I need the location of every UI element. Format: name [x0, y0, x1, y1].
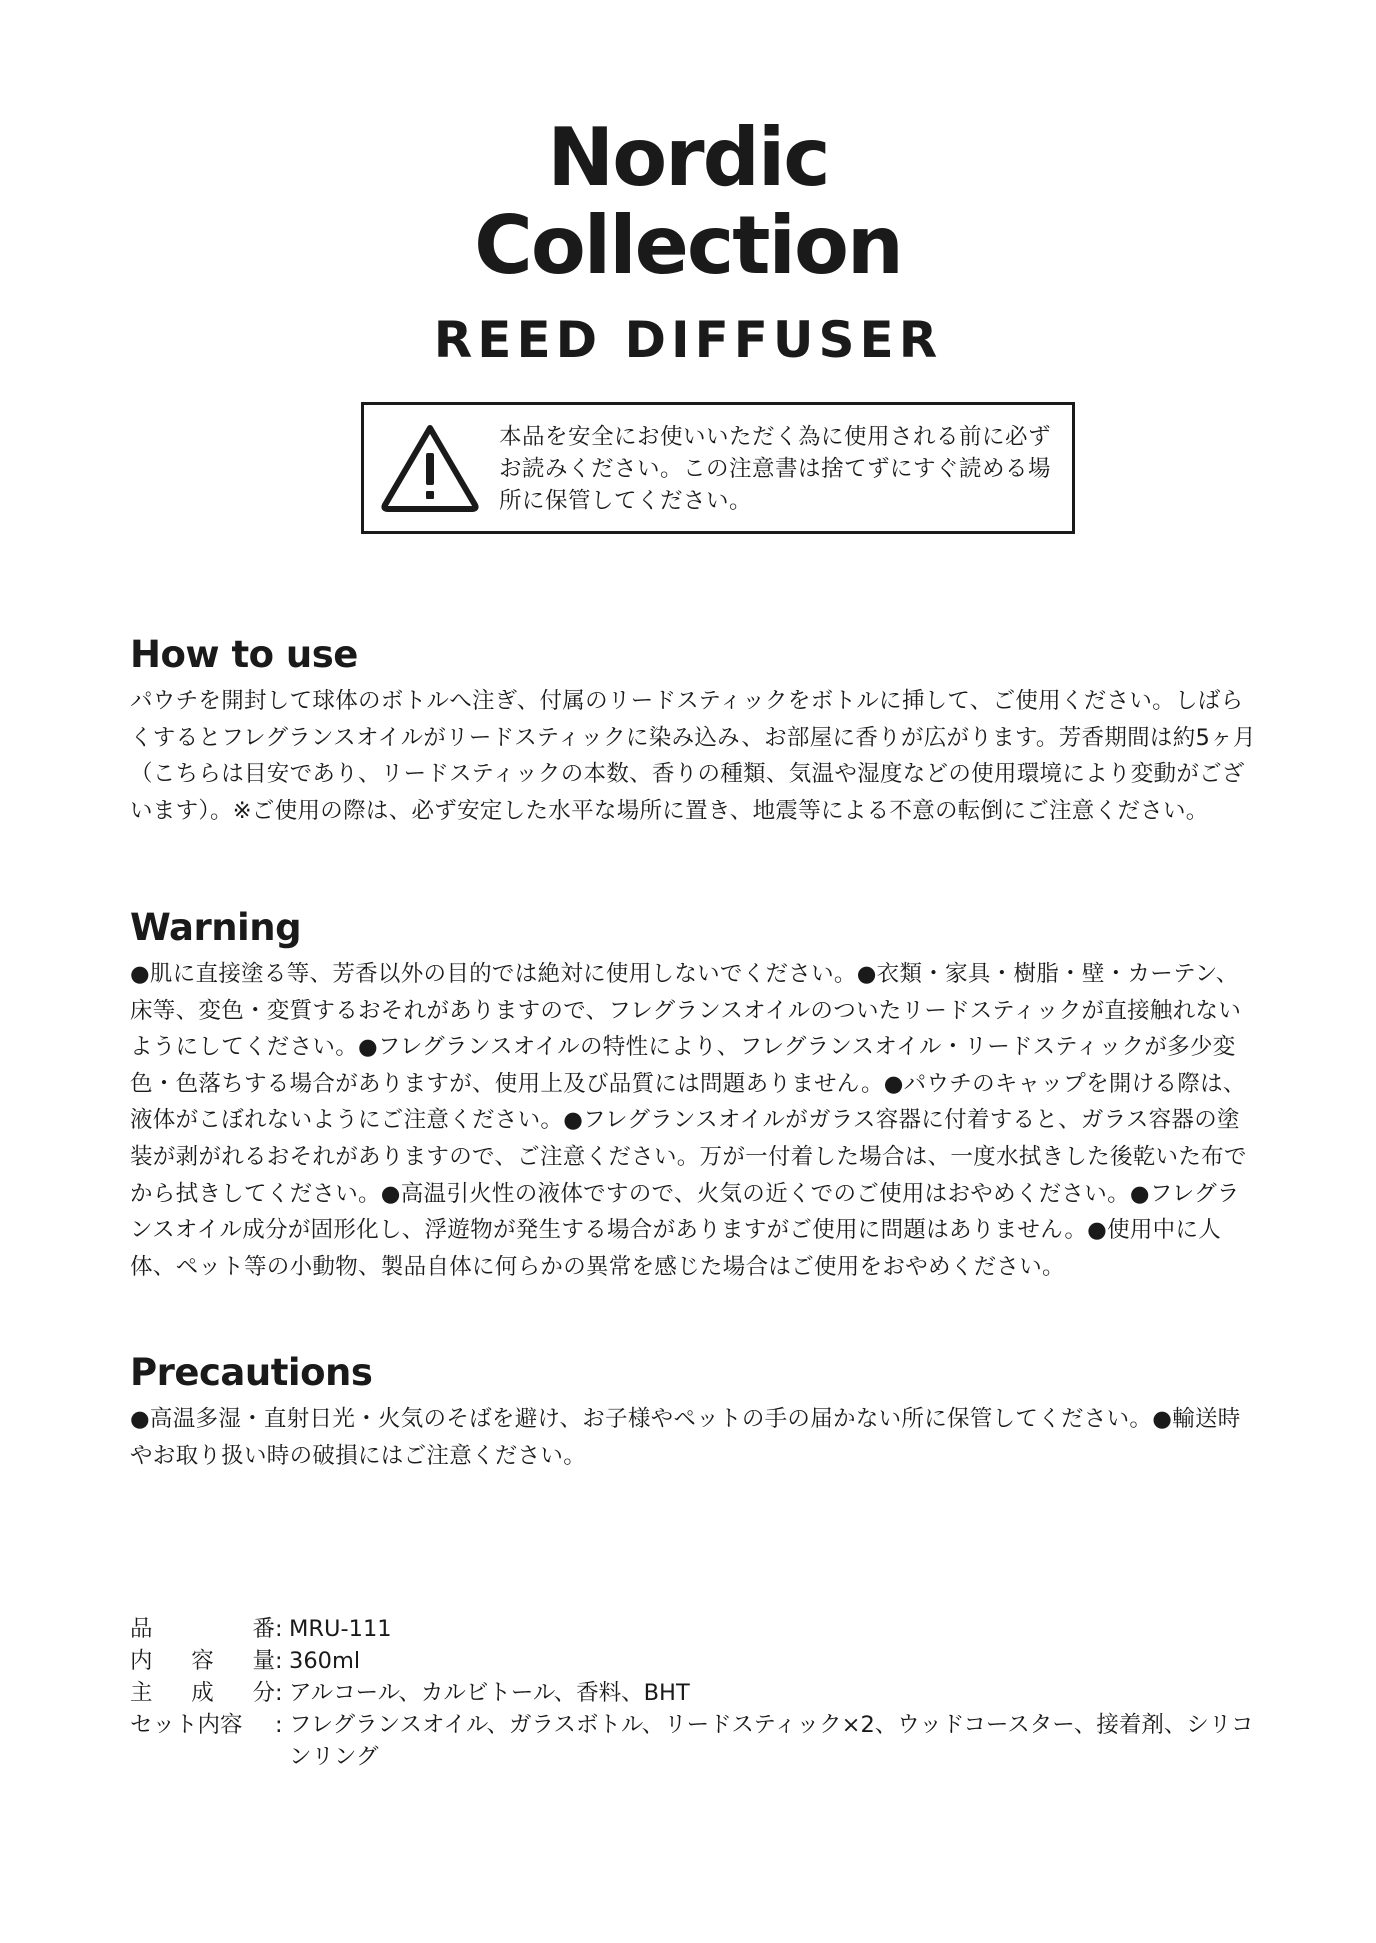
spec-value-volume: 360ml — [289, 1648, 361, 1674]
spec-label-char: 内 — [130, 1648, 153, 1674]
spec-label-volume — [130, 1645, 275, 1677]
spec-label-product-number — [130, 1613, 275, 1645]
safety-notice-text: 本品を安全にお使いいただく為に使用される前に必ずお読みください。この注意書は捨てずにすぐ読める場所に保管してください。 — [499, 424, 1052, 514]
spec-label-char: 品 — [130, 1616, 153, 1642]
warning-triangle-icon — [380, 423, 480, 513]
warning-body: ●肌に直接塗る等、芳香以外の目的では絶対に使用しないでください。●衣類・家具・樹脂・壁・カーテン、床等、変色・変質するおそれがありますので、フレグランスオイルのついたリードスティックが直接触れないようにしてください。●フレグランスオイルの特性により、フレグランスオイル・リードスティックが多少変色・色落ちする場合がありますが、使用上及び品質には問題ありません。●パウチのキャップを開ける際は、液体がこぼれないようにご注意ください。●フレグランスオイルがガラス容器に付着すると、ガラス容器の塗装が剥がれるおそれがありますので、ご注意ください。万が一付着した場合は、一度水拭きした後乾いた布でから拭きしてください。●高温引火性の液体ですので、火気の近くでのご使用はおやめください。●フレグランスオイル成分が固形化し、浮遊物が発生する場合がありますがご使用に問題はありません。●使用中に人体、ペット等の小動物、製品自体に何らかの異常を感じた場合はご使用をおやめください。 — [130, 961, 1247, 1280]
spec-separator: : — [275, 1680, 283, 1706]
spec-label-char: 容 — [191, 1648, 214, 1674]
spec-label-ingredients — [130, 1677, 275, 1709]
spec-value-set-contents: フレグランスオイル、ガラスボトル、リードスティック×2、ウッドコースター、接着剤、シリコンリング — [289, 1712, 1254, 1770]
spec-label-char: 分 — [252, 1680, 275, 1706]
safety-notice-box — [361, 402, 1075, 534]
spec-value-ingredients: アルコール、カルビトール、香料、BHT — [289, 1680, 690, 1706]
product-title-line2: Collection — [474, 199, 902, 292]
product-spec-table — [130, 1613, 1256, 1773]
spec-label-set-contents — [130, 1709, 275, 1741]
spec-separator: : — [275, 1616, 283, 1642]
warning-section — [130, 906, 1256, 1285]
spec-label-char: 主 — [130, 1680, 153, 1706]
spec-row-product-number — [130, 1613, 1256, 1645]
spec-row-ingredients — [130, 1677, 1256, 1709]
spec-row-set-contents — [130, 1709, 1256, 1773]
how-to-use-body: パウチを開封して球体のボトルへ注ぎ、付属のリードスティックをボトルに挿して、ご使用ください。しばらくするとフレグランスオイルがリードスティックに染み込み、お部屋に香りが広がります。芳香期間は約5ヶ月（こちらは目安であり、リードスティックの本数、香りの種類、気温や湿度などの使用環境により変動がございます）。※ご使用の際は、必ず安定した水平な場所に置き、地震等による不意の転倒にご注意ください。 — [130, 688, 1256, 824]
spec-label-char: 番 — [252, 1616, 275, 1642]
spec-label-char: 成 — [191, 1680, 214, 1706]
spec-value-product-number: MRU-111 — [289, 1616, 392, 1642]
spec-label-char: 量 — [252, 1648, 275, 1674]
warning-heading: Warning — [130, 906, 302, 949]
product-subtitle: REED DIFFUSER — [433, 311, 943, 369]
how-to-use-heading: How to use — [130, 633, 358, 676]
precautions-section — [130, 1351, 1256, 1474]
spec-row-volume — [130, 1645, 1256, 1677]
spec-separator: : — [275, 1712, 283, 1738]
spec-separator: : — [275, 1648, 283, 1674]
spec-label-char: セット内容 — [130, 1712, 243, 1738]
how-to-use-section — [130, 633, 1256, 829]
product-title-line1: Nordic — [547, 111, 829, 204]
precautions-heading: Precautions — [130, 1351, 373, 1394]
precautions-body: ●高温多湿・直射日光・火気のそばを避け、お子様やペットの手の届かない所に保管してください。●輸送時やお取り扱い時の破損にはご注意ください。 — [130, 1406, 1241, 1469]
